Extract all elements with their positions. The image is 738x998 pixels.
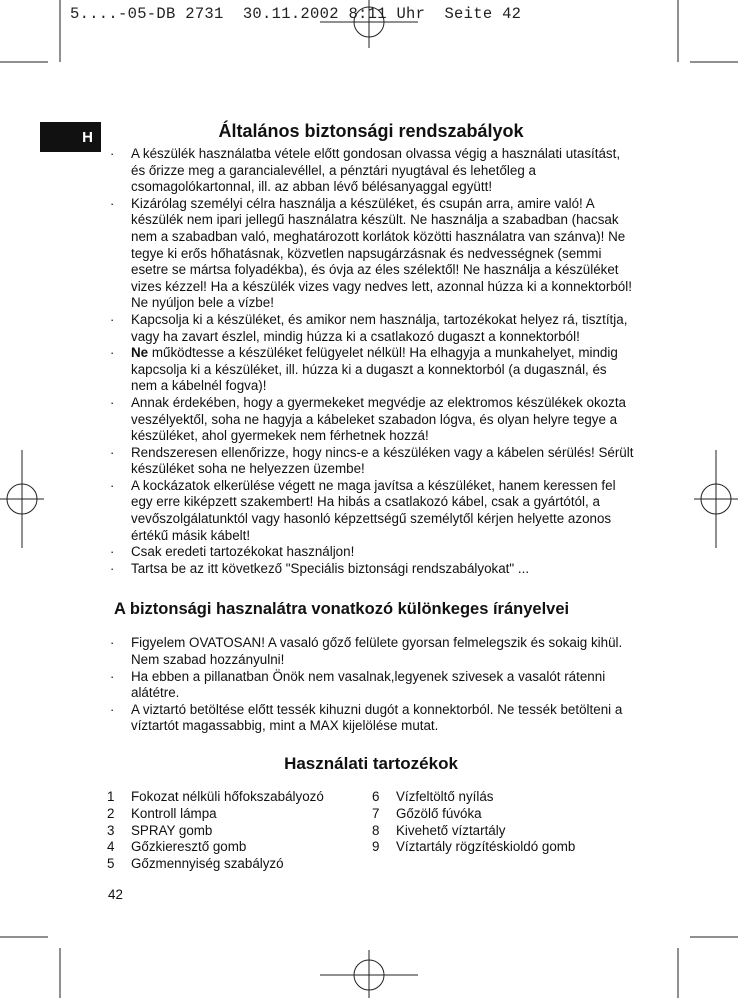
list-item: · A viztartó betöltése előtt tessék kihuzni dugót a konnektorból. Ne tessék betölteni a víztartót magassabbig, mint a MAX kijelölése mutat. [107, 702, 635, 735]
accessory-item: 9 Víztartály rögzítéskioldó gomb [372, 839, 576, 855]
special-safety-title: A biztonsági hasznalátra vonatkozó különkeges írányelvei [114, 600, 570, 619]
accessories-title: Használati tartozékok [284, 754, 458, 773]
accessory-item: 5 Gőzmennyiség szabályzó [107, 856, 284, 872]
accessories-column-right [372, 789, 637, 873]
accessory-item: 1 Fokozat nélküli hőfokszabályozó [107, 789, 324, 804]
list-item: · Rendszeresen ellenőrizze, hogy nincs-e a készüléken vagy a kábelen sérülés! Sérült készüléket soha ne helyezzen üzembe! [107, 445, 635, 478]
general-safety-list [107, 146, 635, 577]
accessory-item: 8 Kivehető víztartály [372, 822, 506, 838]
list-item: · A kockázatok elkerülése végett ne maga javítsa a készüléket, hanem keressen fel egy erre kiképzett szakembert! Ha hibás a csatlakozó kábel, csak a gyártótól, a vevőszolgálatunktól vagy hasonló képzettségű személytől kérjen helyette azonos értékű másik kábelt! [107, 478, 635, 544]
list-item: · Ne működtesse a készüléket felügyelet nélkül! Ha elhagyja a munkahelyet, mindig kapcsolja ki a készüléket, ill. húzza ki a dugaszt a konnektorból (a dugasznál, és nem a kábelnél fogva)! [107, 345, 635, 395]
page-number: 42 [108, 887, 123, 902]
accessory-item: 2 Kontroll lámpa [107, 805, 217, 821]
language-tab: H [40, 122, 101, 152]
page-content [107, 118, 635, 777]
list-item: · Figyelem OVATOSAN! A vasaló gőző felülete gyorsan felmelegszik és sokaig kihül. Nem szabad hozzányulni! [107, 635, 635, 668]
accessories-column-left [107, 789, 372, 873]
list-item: · A készülék használatba vétele előtt gondosan olvassa végig a használati utasítást, és őrizze meg a garancialevéllel, a pénztári nyugtával és lehetőleg a csomagolókartonnal, ill. az abban lévő bélésanyaggal együtt! [107, 146, 635, 196]
list-item: · Csak eredeti tartozékokat használjon! [107, 544, 635, 561]
accessory-item: 6 Vízfeltöltő nyílás [372, 789, 494, 804]
accessory-item: 3 SPRAY gomb [107, 822, 213, 838]
list-item: · Tartsa be az itt következő "Speciális biztonsági rendszabályokat" ... [107, 561, 635, 578]
accessories-list [107, 789, 637, 873]
list-item: · Ha ebben a pillanatban Önök nem vasalnak,legyenek szivesek a vasalót rátenni alátétre. [107, 669, 635, 702]
list-item: · Annak érdekében, hogy a gyermekeket megvédje az elektromos készülékek okozta veszélyektől, soha ne hagyja a kábeleket szabadon lógva, és olyan helyre tegye a készüléket, ahol gyermekek nem férhetnek hozzá! [107, 395, 635, 445]
print-slug-header: 5....-05-DB 2731 30.11.2002 8:11 Uhr Seite 42 [70, 5, 522, 23]
list-item: · Kapcsolja ki a készüléket, és amikor nem használja, tartozékokat helyez rá, tisztítja, vagy ha zavart észlel, mindig húzza ki a csatlakozó dugaszt a konnektorból! [107, 312, 635, 345]
accessory-item: 4 Gőzkieresztő gomb [107, 839, 247, 855]
general-safety-title: Általános biztonsági rendszabályok [218, 121, 524, 141]
accessory-item: 7 Gőzölő fúvóka [372, 805, 482, 821]
list-item: · Kizárólag személyi célra használja a készüléket, és csupán arra, amire való! A készülék nem ipari jellegű használatra készült. Ne használja a szabadban (hacsak nem a szabadban való, meghatározott korlátok közötti használatra van szánva)! Ne tegye ki erős hőhatásnak, közvetlen napsugárzásnak és nedvességnek (semmi esetre se mártsa folyadékba), és óvja az éles szélektől! Ne használja a készüléket vizes kézzel! Ha a készülék vizes vagy nedves lett, azonnal húzza ki a konnektorból! Ne nyúljon bele a vízbe! [107, 196, 635, 312]
special-safety-list [107, 635, 635, 735]
